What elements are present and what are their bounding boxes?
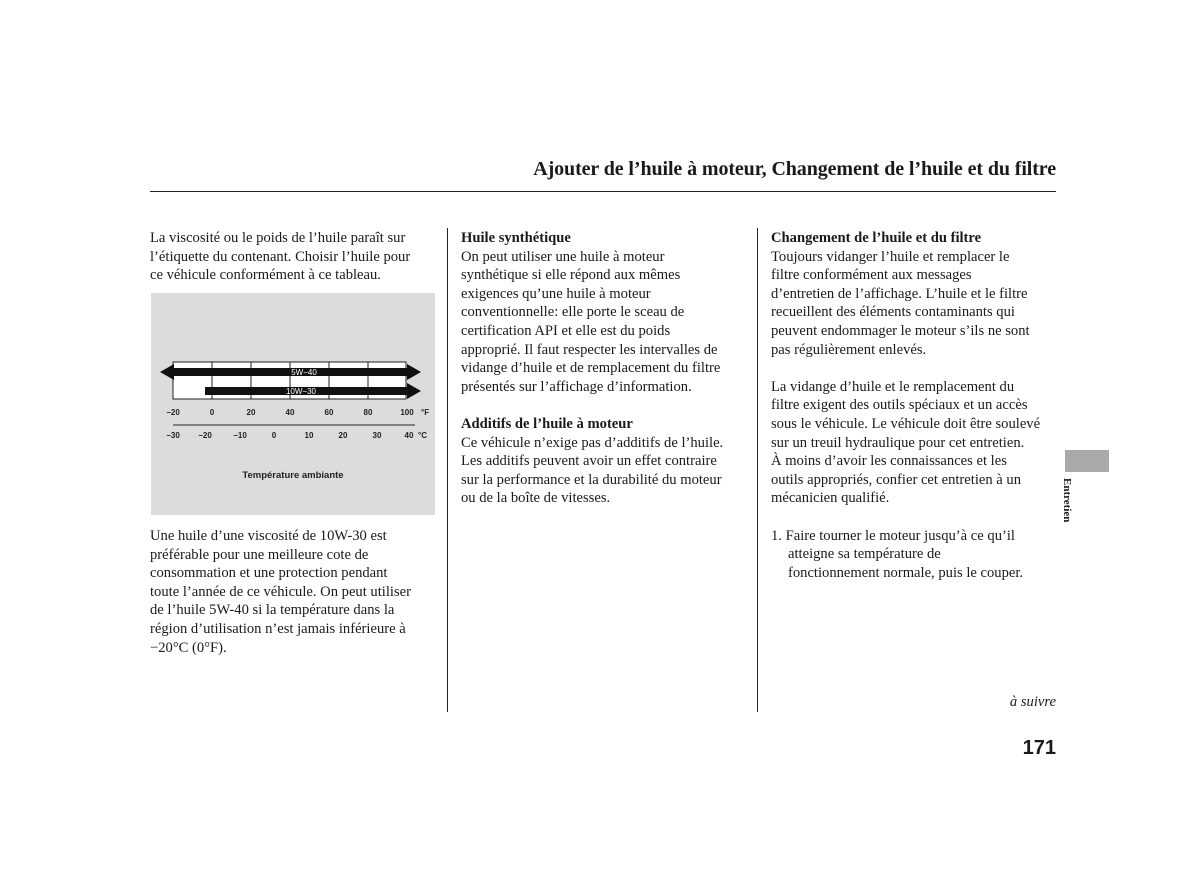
text-line: sur un treuil hydraulique pour cet entretien.: [771, 434, 1025, 451]
column-1-paragraph-2: [150, 527, 430, 657]
c-tick: −10: [233, 431, 247, 440]
f-tick: 80: [363, 408, 373, 417]
f-tick: 40: [285, 408, 295, 417]
text-line: conventionnelle: elle porte le sceau de: [461, 304, 685, 321]
text-line: pas régulièrement enlevés.: [771, 341, 927, 358]
c-unit: °C: [418, 431, 427, 440]
text-line: région d’utilisation n’est jamais inférieure à: [150, 620, 406, 637]
f-tick: 60: [324, 408, 334, 417]
text-line: mécanicien qualifié.: [771, 490, 890, 507]
page-number: 171: [1022, 737, 1056, 759]
text-line: vidange d’huile et de remplacement du filtre: [461, 360, 721, 377]
text-line: certification API et elle est du poids: [461, 322, 671, 339]
text-line: présentés sur l’affichage d’information.: [461, 378, 692, 395]
text-line: filtre exigent des outils spéciaux et un accès: [771, 397, 1028, 414]
bar-label-10w30: 10W−30: [285, 387, 317, 396]
text-line: ce véhicule conformément à ce tableau.: [150, 267, 381, 284]
c-tick: −20: [198, 431, 212, 440]
numbered-step-cont: atteigne sa température de: [788, 546, 941, 563]
text-line: Une huile d’une viscosité de 10W-30 est: [150, 528, 387, 544]
c-tick: 0: [271, 431, 277, 440]
section-heading: Changement de l’huile et du filtre: [771, 230, 982, 246]
section-heading: Additifs de l’huile à moteur: [461, 415, 633, 432]
chart-caption: Température ambiante: [242, 470, 344, 481]
column-2: [461, 229, 746, 508]
text-line: synthétique si elle répond aux mêmes: [461, 267, 681, 284]
f-unit: °F: [421, 408, 430, 417]
text-line: Les additifs peuvent avoir un effet contraire: [461, 453, 717, 470]
text-line: exigences qu’une huile à moteur: [461, 285, 651, 302]
f-tick: 20: [246, 408, 256, 417]
f-tick: −20: [166, 408, 180, 417]
f-tick: 100: [400, 408, 414, 417]
f-tick: 0: [209, 408, 215, 417]
text-line: On peut utiliser une huile à moteur: [461, 248, 665, 265]
section-label-text: Entretien: [1061, 478, 1073, 523]
column-divider: [757, 228, 758, 712]
c-tick: 30: [372, 431, 382, 440]
column-1: [150, 229, 430, 285]
text-line: consommation et une protection pendant: [150, 565, 388, 582]
celsius-scale: [166, 431, 427, 440]
text-line: toute l’année de ce véhicule. On peut utiliser: [150, 583, 411, 600]
numbered-step-cont: fonctionnement normale, puis le couper.: [788, 564, 1024, 581]
text-line: À moins d’avoir les connaissances et les: [771, 453, 1007, 470]
text-line: approprié. Il faut respecter les intervalles de: [461, 341, 718, 358]
text-line: ou de la boîte de vitesses.: [461, 490, 611, 507]
text-line: filtre conformément aux messages: [771, 267, 972, 284]
header-rule: [150, 191, 1056, 192]
text-line: sous le véhicule. Le véhicule doit être soulevé: [771, 415, 1041, 432]
column-divider: [447, 228, 448, 712]
page-title: Ajouter de l’huile à moteur, Changement de l’huile et du filtre: [533, 158, 1056, 180]
text-line: préférable pour une meilleure cote de: [150, 546, 369, 563]
numbered-step: 1. Faire tourner le moteur jusqu’à ce qu’il: [771, 527, 1015, 544]
section-tab: [1065, 450, 1109, 472]
text-line: d’entretien de l’affichage. L’huile et le filtre: [771, 285, 1028, 302]
text-line: La vidange d’huile et le remplacement du: [771, 378, 1015, 395]
text-line: −20°C (0°F).: [150, 639, 227, 656]
text-line: Ce véhicule n’exige pas d’additifs de l’huile.: [461, 434, 724, 451]
oil-viscosity-chart: [151, 293, 435, 515]
continued-note: à suivre: [1009, 694, 1056, 710]
c-tick: −30: [166, 431, 180, 440]
section-heading: Huile synthétique: [461, 230, 571, 246]
c-tick: 20: [338, 431, 348, 440]
text-line: outils appropriés, confier cet entretien à un: [771, 471, 1022, 488]
c-tick: 10: [304, 431, 314, 440]
bar-label-5w40: 5W−40: [291, 368, 317, 377]
text-line: peuvent endommager le moteur s’ils ne sont: [771, 322, 1030, 339]
text-line: La viscosité ou le poids de l’huile paraît sur: [150, 230, 406, 246]
text-line: Toujours vidanger l’huile et remplacer le: [771, 248, 1010, 265]
fahrenheit-scale: [166, 408, 429, 417]
column-3: [771, 229, 1061, 582]
text-line: de l’huile 5W-40 si la température dans la: [150, 602, 395, 619]
text-line: recueillent des éléments contaminants qui: [771, 304, 1015, 321]
text-line: l’étiquette du contenant. Choisir l’huile pour: [150, 248, 411, 265]
text-line: sur la performance et la durabilité du moteur: [461, 471, 722, 488]
section-label: [1060, 478, 1086, 538]
c-tick: 40: [404, 431, 414, 440]
